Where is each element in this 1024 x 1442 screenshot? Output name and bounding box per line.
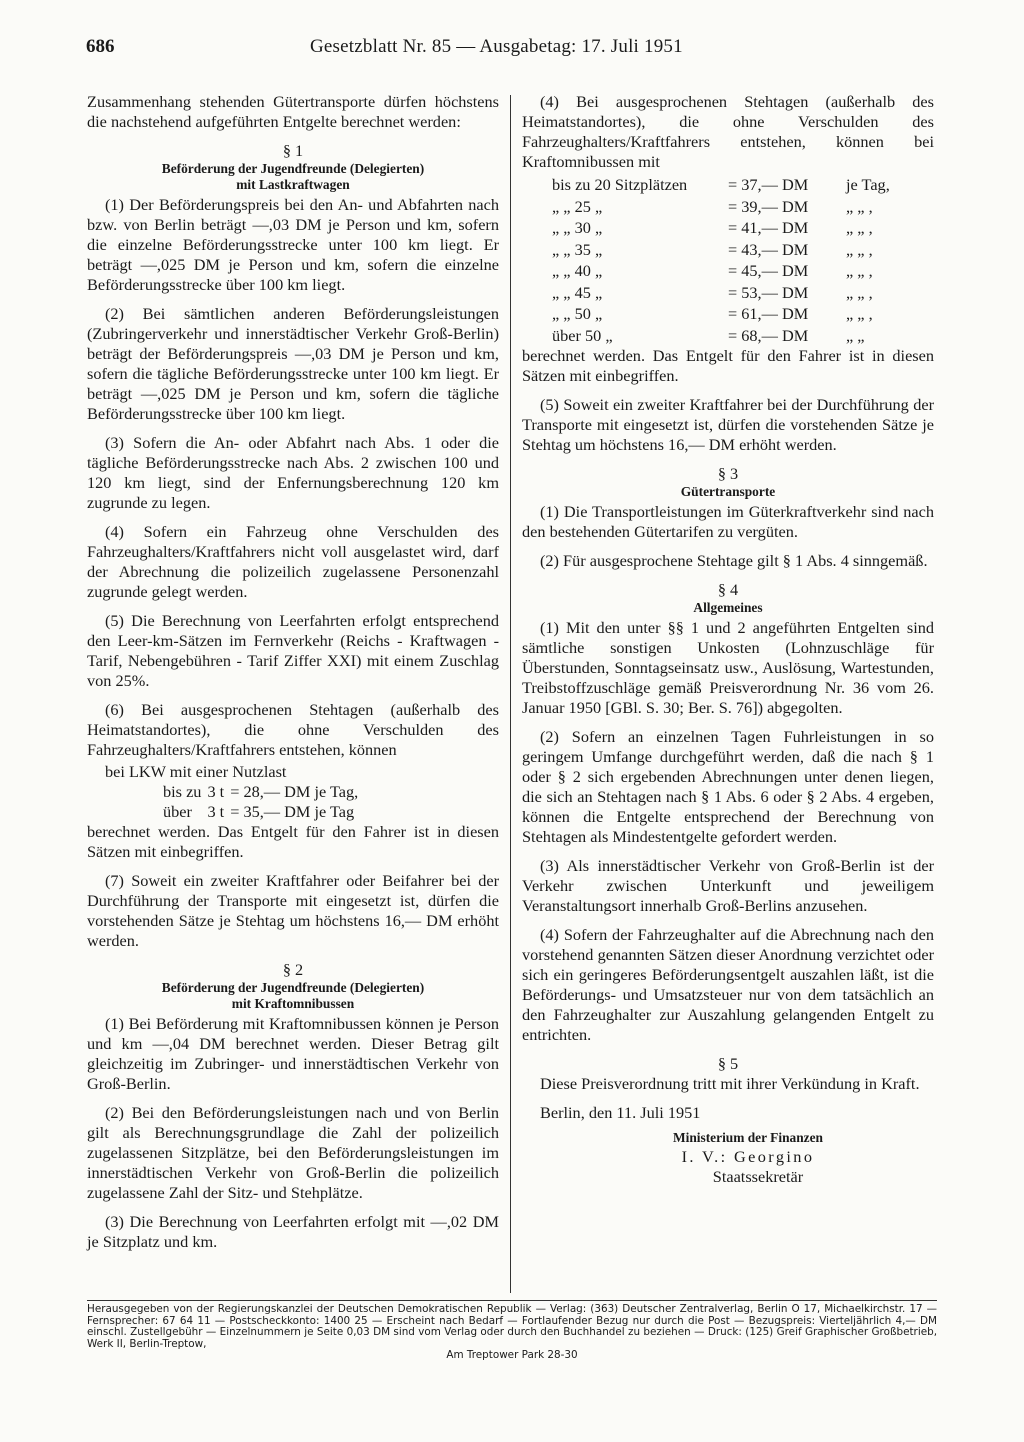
signer-title: Staatssekretär (712, 1167, 804, 1186)
bus-rate-unit: „ „ (846, 325, 865, 345)
section-2-paragraph-4: (4) Bei ausgesprochenen Stehtagen (außerhalb des Heimatstandortes), die ohne Verschulden des Fahrzeughalters/Kraftfahrers entstehen, können bei Kraftomnibussen mit (522, 92, 934, 171)
bus-rate-table (552, 174, 926, 346)
section-2-paragraph-4-end: berechnet werden. Das Entgelt für den Fahrer ist in diesen Sätzen mit einbegriffen. (522, 346, 934, 385)
right-column (522, 92, 934, 1187)
bus-rate-unit: je Tag, (846, 175, 890, 194)
lkw-rate-intro: bei LKW mit einer Nutzlast (105, 762, 287, 781)
signature-block (522, 1103, 934, 1187)
section-1-title-line1: Beförderung der Jugendfreunde (Delegierten) (161, 161, 425, 176)
bus-rate-row (552, 325, 926, 347)
section-1-paragraph-7: (7) Soweit ein zweiter Kraftfahrer oder Beifahrer bei der Durchführung der Transporte mit eingesetzt ist, dürfen die vorstehenden Sätze je Stehtag um höchstens 16,— DM erhöht werden. (87, 871, 499, 950)
bus-rate-seats: bis zu 20 Sitzplätzen (552, 175, 688, 194)
section-1-paragraph-1: (1) Der Beförderungspreis bei den An- und Abfahrten nach bzw. von Berlin beträgt —,03 DM je Person und km, sofern die einzelne Beförderungsstrecke unter 100 km liegt. Er beträgt —,025 DM je Person und km, sofern die einzelne Beförderungsstrecke über 100 km liegt. (87, 195, 499, 294)
bus-rate-seats: „ „ 50 „ (552, 304, 603, 323)
section-4-number: § 4 (717, 580, 739, 599)
footer-rule (87, 1300, 937, 1301)
section-2-title-line2: mit Kraftomnibussen (231, 996, 355, 1011)
section-1-paragraph-5: (5) Die Berechnung von Leerfahrten erfolgt entsprechend den Leer-km-Sätzen im Fernverkehr (Reichs - Kraftwagen - Tarif, Nebengebühren - Tarif Ziffer XXI) mit einem Zuschlag von 25%. (87, 611, 499, 690)
bus-rate-amount: = 53,— DM (728, 282, 809, 302)
lkw-rate-load: 3 t (207, 802, 225, 821)
section-2-paragraph-3: (3) Die Berechnung von Leerfahrten erfolgt mit —,02 DM je Sitzplatz und km. (87, 1212, 499, 1251)
section-1-paragraph-6: (6) Bei ausgesprochenen Stehtagen (außerhalb des Heimatstandortes), die ohne Verschulden des Fahrzeughalters/Kraftfahrers entstehen, können (87, 700, 499, 759)
lkw-rate-table (163, 782, 364, 822)
bus-rate-amount: = 37,— DM (728, 175, 809, 194)
lkw-rate-row (163, 782, 364, 802)
column-divider (510, 95, 511, 1293)
bus-rate-row (552, 196, 926, 218)
bus-rate-seats: „ „ 30 „ (552, 218, 603, 237)
section-4-paragraph-3: (3) Als innerstädtischer Verkehr von Groß-Berlin ist der Verkehr zwischen Unterkunft und jeweiligem Veranstaltungsort innerhalb Groß-Berlins anzusehen. (522, 856, 934, 915)
section-4-paragraph-1: (1) Mit den unter §§ 1 und 2 angeführten Entgelten sind sämtliche sonstigen Unkosten (Lohnzuschläge für Überstunden, Sonntagseinsatz usw., Auslösung, Wartestunden, Treibstoffzuschläge gemäß Preisverordnung Nr. 36 vom 26. Januar 1950 [GBl. S. 30; Ber. S. 76]) abgegolten. (522, 618, 934, 717)
imprint-address: Am Treptower Park 28-30 (446, 1349, 578, 1361)
bus-rate-row (552, 174, 926, 196)
section-3-title: Gütertransporte (680, 484, 776, 499)
section-1-number: § 1 (282, 141, 304, 160)
section-1-title-line2: mit Lastkraftwagen (236, 177, 350, 192)
page-header (86, 36, 936, 60)
bus-rate-unit: „ „ , (846, 218, 873, 237)
lkw-rate-amount: = 28,— DM je Tag, (230, 782, 359, 801)
bus-rate-seats: „ „ 45 „ (552, 282, 603, 302)
imprint (87, 1304, 937, 1362)
section-1-paragraph-3: (3) Sofern die An- oder Abfahrt nach Abs. 1 oder die tägliche Beförderungsstrecke nach Abs. 2 zwischen 100 und 120 km liegt, sind der Enfernungsberechnung 120 km zugrunde zu legen. (87, 433, 499, 512)
section-1-paragraph-2: (2) Bei sämtlichen anderen Beförderungsleistungen (Zubringerverkehr und innerstädtischer Verkehr Groß-Berlin) beträgt der Beförderungspreis —,03 DM je Person und km, sofern die tägliche Beförderungsstrecke unter 100 km liegt. Er beträgt —,025 DM je Person und km, sofern die tägliche Beförderungsstrecke über 100 km liegt. (87, 304, 499, 423)
section-1-paragraph-6-end: berechnet werden. Das Entgelt für den Fahrer ist in diesen Sätzen mit einbegriffen. (87, 822, 499, 861)
place-date: Berlin, den 11. Juli 1951 (540, 1103, 701, 1122)
section-4-paragraph-2: (2) Sofern an einzelnen Tagen Fuhrleistungen in so geringem Umfange durchgeführt werden, daß die nach § 1 oder § 2 sich ergebenden Abrechnungen unter denen liegen, die sich an Stehtagen nach § 1 Abs. 6 oder § 2 Abs. 4 ergeben, können die Entgelte entsprechend der Berechnung von Stehtagen als Mindestentgelte gefordert werden. (522, 727, 934, 846)
bus-rate-row (552, 239, 926, 261)
section-4-title: Allgemeines (693, 600, 763, 615)
bus-rate-unit: „ „ , (846, 196, 873, 216)
bus-rate-unit: „ „ , (846, 282, 873, 302)
section-2-paragraph-5: (5) Soweit ein zweiter Kraftfahrer bei der Durchführung der Transporte mit eingesetzt ist, dürfen die vorstehenden Sätze je Stehtag um höchstens 16,— DM erhöht werden. (522, 395, 934, 454)
section-2-number: § 2 (282, 960, 304, 979)
page-number: 686 (86, 36, 115, 57)
left-column (87, 92, 499, 1261)
bus-rate-unit: „ „ , (846, 261, 873, 280)
ministry-name: Ministerium der Finanzen (672, 1130, 824, 1145)
bus-rate-amount: = 41,— DM (728, 218, 809, 237)
section-2-title-line1: Beförderung der Jugendfreunde (Delegierten) (161, 980, 425, 995)
running-title: Gesetzblatt Nr. 85 — Ausgabetag: 17. Juli 1951 (310, 36, 683, 57)
lkw-rate-row (163, 802, 364, 822)
bus-rate-amount: = 68,— DM (728, 325, 809, 345)
bus-rate-seats: „ „ 40 „ (552, 261, 603, 280)
intro-paragraph: Zusammenhang stehenden Gütertransporte dürfen höchstens die nachstehend aufgeführten Entgelte berechnet werden: (87, 92, 499, 131)
bus-rate-row (552, 217, 926, 239)
bus-rate-row (552, 282, 926, 304)
lkw-rate-load: 3 t (207, 782, 225, 801)
section-4-paragraph-4: (4) Sofern der Fahrzeughalter auf die Abrechnung nach den vorstehend genannten Sätzen dieser Anordnung verzichtet oder sich ein geringeres Beförderungsentgelt auszahlen läßt, ist die Beförderungs- und Umsatzsteuer nur von dem tatsächlich an den Fahrzeughalter zur Auszahlung gelangenden Entgelt zu entrichten. (522, 925, 934, 1044)
bus-rate-amount: = 45,— DM (728, 261, 809, 280)
bus-rate-amount: = 39,— DM (728, 196, 809, 216)
bus-rate-row (552, 260, 926, 282)
bus-rate-seats: „ „ 25 „ (552, 196, 603, 216)
section-5-paragraph-1: Diese Preisverordnung tritt mit ihrer Verkündung in Kraft. (540, 1074, 920, 1093)
section-2-paragraph-1: (1) Bei Beförderung mit Kraftomnibussen können je Person und km —,04 DM berechnet werden. Dieser Betrag gilt gleichzeitig im Zubringer- und innerstädtischen Verkehr von Groß-Berlin. (87, 1014, 499, 1093)
bus-rate-seats: „ „ 35 „ (552, 239, 603, 259)
signer-name: I. V.: Georgino (681, 1147, 815, 1166)
lkw-rate-qualifier: bis zu (163, 782, 202, 801)
section-1-paragraph-4: (4) Sofern ein Fahrzeug ohne Verschulden des Fahrzeughalters/Kraftfahrers nicht voll ausgelastet wird, darf der Abrechnung die polizeilich zugelassene Personenzahl zugrunde gelegt werden. (87, 522, 499, 601)
imprint-text: Herausgegeben von der Regierungskanzlei der Deutschen Demokratischen Republik — Verlag: (363) Deutscher Zentralverlag, Berlin O 17, Michaelkirchstr. 17 — Fernsprecher: 67 64 11 — Postscheckkonto: 1400 25 — Erscheint nach Bedarf — Fortlaufender Bezug nur durch die Post — Bezugspreis: Vierteljährlich 4,— DM einschl. Zustellgebühr — Einzelnummern je Seite 0,03 DM sind vom Verlag oder durch den Buchhandel zu beziehen — Druck: (125) Greif Graphischer Großbetrieb, Werk II, Berlin-Treptow, (87, 1303, 937, 1350)
section-3-number: § 3 (717, 464, 739, 483)
lkw-rate-qualifier: über (163, 802, 192, 821)
bus-rate-unit: „ „ , (846, 239, 873, 259)
section-3-paragraph-2: (2) Für ausgesprochene Stehtage gilt § 1 Abs. 4 sinngemäß. (540, 551, 928, 570)
bus-rate-row (552, 303, 926, 325)
section-5-number: § 5 (717, 1054, 739, 1073)
bus-rate-amount: = 61,— DM (728, 304, 809, 323)
section-2-paragraph-2: (2) Bei den Beförderungsleistungen nach und von Berlin gilt als Berechnungsgrundlage die Zahl der polizeilich zugelassenen Sitzplätze, bei den Beförderungsleistungen im innerstädtischen Verkehr von Groß-Berlin die polizeilich zugelassene Zahl der Sitz- und Stehplätze. (87, 1103, 499, 1202)
section-3-paragraph-1: (1) Die Transportleistungen im Güterkraftverkehr sind nach den bestehenden Gütertarifen zu vergüten. (522, 502, 934, 541)
bus-rate-unit: „ „ , (846, 304, 873, 323)
bus-rate-seats: über 50 „ (552, 325, 613, 345)
bus-rate-amount: = 43,— DM (728, 239, 809, 259)
lkw-rate-amount: = 35,— DM je Tag (230, 802, 355, 821)
